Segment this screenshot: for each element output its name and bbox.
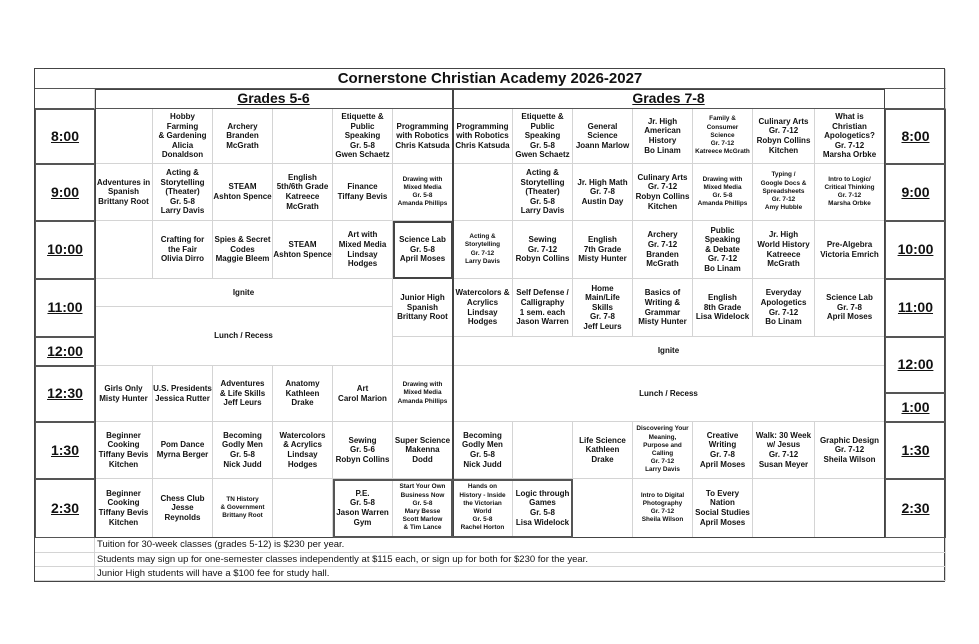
class-cell: Typing / Google Docs & Spreadsheets Gr. 7-12 Amy Hubble — [753, 164, 815, 221]
time-label: 9:00 — [35, 164, 95, 221]
time-label: 9:00 — [885, 164, 946, 221]
class-cell: Acting & Storytelling (Theater) Gr. 5-8 Larry Davis — [513, 164, 573, 221]
class-cell: Sewing Gr. 7-12 Robyn Collins — [513, 221, 573, 279]
class-cell-empty — [393, 337, 453, 366]
class-cell: Etiquette & Public Speaking Gr. 5-8 Gwen Schaetz — [333, 109, 393, 164]
time-label: 1:00 — [885, 393, 946, 422]
time-label: 11:00 — [35, 279, 95, 337]
class-cell: Acting & Storytelling Gr. 7-12 Larry Davis — [453, 221, 513, 279]
tuition-note: Junior High students will have a $100 fee for study hall. — [95, 567, 946, 581]
class-cell: Culinary Arts Gr. 7-12 Robyn Collins Kitchen — [753, 109, 815, 164]
class-cell: Watercolors & Acrylics Lindsay Hodges — [453, 279, 513, 337]
class-cell: Pre-Algebra Victoria Emrich — [815, 221, 885, 279]
class-cell: Discovering Your Meaning, Purpose and Calling Gr. 7-12 Larry Davis — [633, 422, 693, 479]
class-cell: Adventures & Life Skills Jeff Leurs — [213, 366, 273, 422]
class-cell: Beginner Cooking Tiffany Bevis Kitchen — [95, 422, 153, 479]
time-label: 12:30 — [35, 366, 95, 422]
class-cell: Science Lab Gr. 7-8 April Moses — [815, 279, 885, 337]
class-cell: STEAM Ashton Spence — [213, 164, 273, 221]
class-cell: Archery Branden McGrath — [213, 109, 273, 164]
class-cell: Art Carol Marion — [333, 366, 393, 422]
class-cell — [273, 109, 333, 164]
class-cell: Super Science Makenna Dodd — [393, 422, 453, 479]
class-cell: English 5th/6th Grade Katreece McGrath — [273, 164, 333, 221]
class-cell: Beginner Cooking Tiffany Bevis Kitchen — [95, 479, 153, 538]
tuition-note: Tuition for 30-week classes (grades 5-12) is $230 per year. — [95, 538, 946, 553]
class-cell: Anatomy Kathleen Drake — [273, 366, 333, 422]
class-cell: Self Defense / Calligraphy 1 sem. each Jason Warren — [513, 279, 573, 337]
class-cell: U.S. Presidents Jessica Rutter — [153, 366, 213, 422]
class-cell: General Science Joann Marlow — [573, 109, 633, 164]
class-cell: Public Speaking & Debate Gr. 7-12 Bo Linam — [693, 221, 753, 279]
class-cell — [273, 479, 333, 538]
class-cell: Girls Only Misty Hunter — [95, 366, 153, 422]
class-cell: Sewing Gr. 5-6 Robyn Collins — [333, 422, 393, 479]
class-cell: Spies & Secret Codes Maggie Bleem — [213, 221, 273, 279]
class-cell: Programming with Robotics Chris Katsuda — [393, 109, 453, 164]
class-cell: Becoming Godly Men Gr. 5-8 Nick Judd — [453, 422, 513, 479]
class-cell — [95, 109, 153, 164]
lunch-recess-block: Lunch / Recess — [95, 307, 393, 366]
class-cell: STEAM Ashton Spence — [273, 221, 333, 279]
class-cell: Intro to Logic/ Critical Thinking Gr. 7-12 Marsha Orbke — [815, 164, 885, 221]
class-cell: Pom Dance Myrna Berger — [153, 422, 213, 479]
class-cell: Life Science Kathleen Drake — [573, 422, 633, 479]
class-cell — [815, 479, 885, 538]
class-cell: Family & Consumer Science Gr. 7-12 Katreece McGrath — [693, 109, 753, 164]
ignite-block: Ignite — [95, 279, 393, 307]
class-cell: Acting & Storytelling (Theater) Gr. 5-8 Larry Davis — [153, 164, 213, 221]
class-cell: Jr. High American History Bo Linam — [633, 109, 693, 164]
time-label: 8:00 — [35, 109, 95, 164]
grades-7-8-header: Grades 7-8 — [453, 89, 885, 109]
class-cell: Graphic Design Gr. 7-12 Sheila Wilson — [815, 422, 885, 479]
time-label: 10:00 — [885, 221, 946, 279]
class-cell: Jr. High World History Katreece McGrath — [753, 221, 815, 279]
class-cell: To Every Nation Social Studies April Moses — [693, 479, 753, 538]
lunch-recess-block: Lunch / Recess — [453, 366, 885, 422]
class-cell: Becoming Godly Men Gr. 5-8 Nick Judd — [213, 422, 273, 479]
class-cell: Drawing with Mixed Media Gr. 5-8 Amanda Phillips — [693, 164, 753, 221]
class-cell: P.E. Gr. 5-8 Jason Warren Gym — [333, 479, 393, 538]
class-cell: Finance Tiffany Bevis — [333, 164, 393, 221]
time-label: 1:30 — [885, 422, 946, 479]
time-label: 2:30 — [35, 479, 95, 538]
class-cell — [95, 221, 153, 279]
time-label: 12:00 — [35, 337, 95, 366]
class-cell: Hands on History - Inside the Victorian World Gr. 5-8 Rachel Horton — [453, 479, 513, 538]
tuition-note: Students may sign up for one-semester classes independently at $115 each, or sign up for both for $230 for the year. — [95, 553, 946, 567]
class-cell: Intro to Digital Photography Gr. 7-12 Sheila Wilson — [633, 479, 693, 538]
class-cell: English 8th Grade Lisa Widelock — [693, 279, 753, 337]
class-cell: Start Your Own Business Now Gr. 5-8 Mary Besse Scott Marlow & Tim Lance — [393, 479, 453, 538]
class-cell — [513, 422, 573, 479]
note-blank — [35, 538, 95, 553]
grades-5-6-header: Grades 5-6 — [95, 89, 453, 109]
time-label: 2:30 — [885, 479, 946, 538]
class-cell: Everyday Apologetics Gr. 7-12 Bo Linam — [753, 279, 815, 337]
note-blank — [35, 567, 95, 581]
class-cell: Art with Mixed Media Lindsay Hodges — [333, 221, 393, 279]
class-cell: Culinary Arts Gr. 7-12 Robyn Collins Kitchen — [633, 164, 693, 221]
class-cell: Adventures in Spanish Brittany Root — [95, 164, 153, 221]
note-blank — [35, 553, 95, 567]
class-cell — [453, 164, 513, 221]
time-label: 11:00 — [885, 279, 946, 337]
class-cell: Drawing with Mixed Media Gr. 5-8 Amanda Phillips — [393, 164, 453, 221]
class-cell: Watercolors & Acrylics Lindsay Hodges — [273, 422, 333, 479]
class-cell: Science Lab Gr. 5-8 April Moses — [393, 221, 453, 279]
class-cell: Junior High Spanish Brittany Root — [393, 279, 453, 337]
class-cell — [753, 479, 815, 538]
time-label: 1:30 — [35, 422, 95, 479]
class-cell — [573, 479, 633, 538]
class-cell: English 7th Grade Misty Hunter — [573, 221, 633, 279]
grades-header-blank — [885, 89, 946, 109]
page-title: Cornerstone Christian Academy 2026-2027 — [35, 69, 946, 89]
class-cell: Basics of Writing & Grammar Misty Hunter — [633, 279, 693, 337]
class-cell: Drawing with Mixed Media Amanda Phillips — [393, 366, 453, 422]
class-cell: Chess Club Jesse Reynolds — [153, 479, 213, 538]
grades-header-blank — [35, 89, 95, 109]
class-cell: Walk: 30 Week w/ Jesus Gr. 7-12 Susan Meyer — [753, 422, 815, 479]
class-cell: What is Christian Apologetics? Gr. 7-12 Marsha Orbke — [815, 109, 885, 164]
time-label: 12:00 — [885, 337, 946, 393]
class-cell: TN History & Government Brittany Root — [213, 479, 273, 538]
time-label: 10:00 — [35, 221, 95, 279]
class-cell: Archery Gr. 7-12 Branden McGrath — [633, 221, 693, 279]
class-cell: Crafting for the Fair Olivia Dirro — [153, 221, 213, 279]
ignite-block: Ignite — [453, 337, 885, 366]
time-label: 8:00 — [885, 109, 946, 164]
class-cell: Programming with Robotics Chris Katsuda — [453, 109, 513, 164]
schedule-table — [34, 68, 945, 582]
class-cell: Hobby Farming & Gardening Alicia Donaldson — [153, 109, 213, 164]
class-cell: Etiquette & Public Speaking Gr. 5-8 Gwen Schaetz — [513, 109, 573, 164]
class-cell: Home Main/Life Skills Gr. 7-8 Jeff Leurs — [573, 279, 633, 337]
class-cell: Logic through Games Gr. 5-8 Lisa Widelock — [513, 479, 573, 538]
class-cell: Creative Writing Gr. 7-8 April Moses — [693, 422, 753, 479]
class-cell: Jr. High Math Gr. 7-8 Austin Day — [573, 164, 633, 221]
